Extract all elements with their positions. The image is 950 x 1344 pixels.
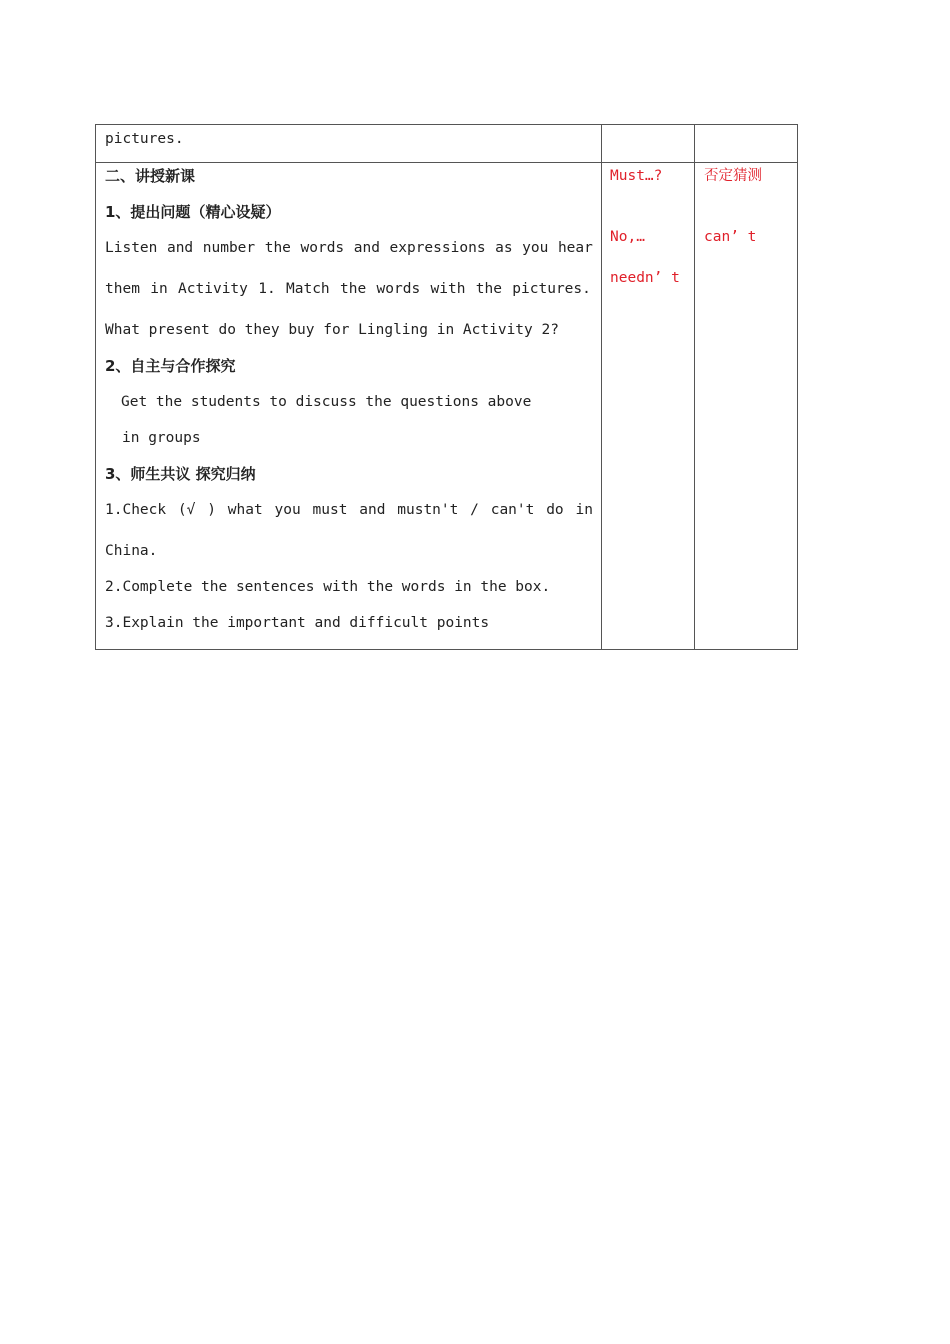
word: can't [490,502,535,518]
step3-line: China. [105,543,158,559]
table-row [96,125,798,163]
note-cant: can’ t [704,229,757,245]
word: 1. [258,281,276,297]
step1-line: What present do they buy for Lingling in Activity 2? [105,322,559,338]
step3-line [105,501,593,519]
notes-cell [695,163,798,650]
word: / [470,502,479,518]
step3-title: 3、师生共议 探究归纳 [105,465,256,483]
word: you [274,502,301,518]
word: pictures. [512,281,591,297]
step2-line: in groups [122,430,201,446]
step1-title: 1、提出问题（精心设疑） [105,203,281,221]
section-heading: 二、讲授新课 [105,167,196,185]
word: the [475,281,502,297]
word: Match [286,281,330,297]
word: the [264,240,291,256]
word: them [105,281,140,297]
table-cell [602,125,695,163]
table-row [96,163,798,650]
word: number [202,240,256,256]
step1-line [105,239,593,257]
step3-line: 2.Complete the sentences with the words in the box. [105,579,551,595]
word: and [166,240,194,256]
word: 1.Check [105,502,167,518]
table-cell [96,125,602,163]
note-neednt: needn’ t [610,270,680,286]
word: Activity [178,281,248,297]
word: in [575,502,593,518]
step2-line: Get the students to discuss the questions above [121,394,532,410]
table-cell [695,125,798,163]
word: in [150,281,168,297]
word: Listen [105,240,158,256]
row1-text: pictures. [105,131,184,147]
word: ) [207,502,216,518]
word: with [430,281,466,297]
word: and [359,502,386,518]
word: expressions [389,240,486,256]
word: hear [557,240,593,256]
word: the [340,281,367,297]
word: must [312,502,348,518]
step2-title: 2、自主与合作探究 [105,357,236,375]
word: words [376,281,421,297]
word: mustn't [397,502,459,518]
main-content-cell [96,163,602,650]
word: as [495,240,513,256]
word: words [300,240,345,256]
note-negative-guess: 否定猜测 [704,168,762,184]
note-no: No,… [610,229,645,245]
step3-line: 3.Explain the important and difficult points [105,615,490,631]
note-must-question: Must…? [610,168,663,184]
word: you [522,240,549,256]
word: (√ [177,502,196,518]
word: do [546,502,564,518]
notes-cell [602,163,695,650]
word: what [227,502,263,518]
lesson-table [95,124,798,650]
step1-line [105,280,591,298]
word: and [353,240,380,256]
